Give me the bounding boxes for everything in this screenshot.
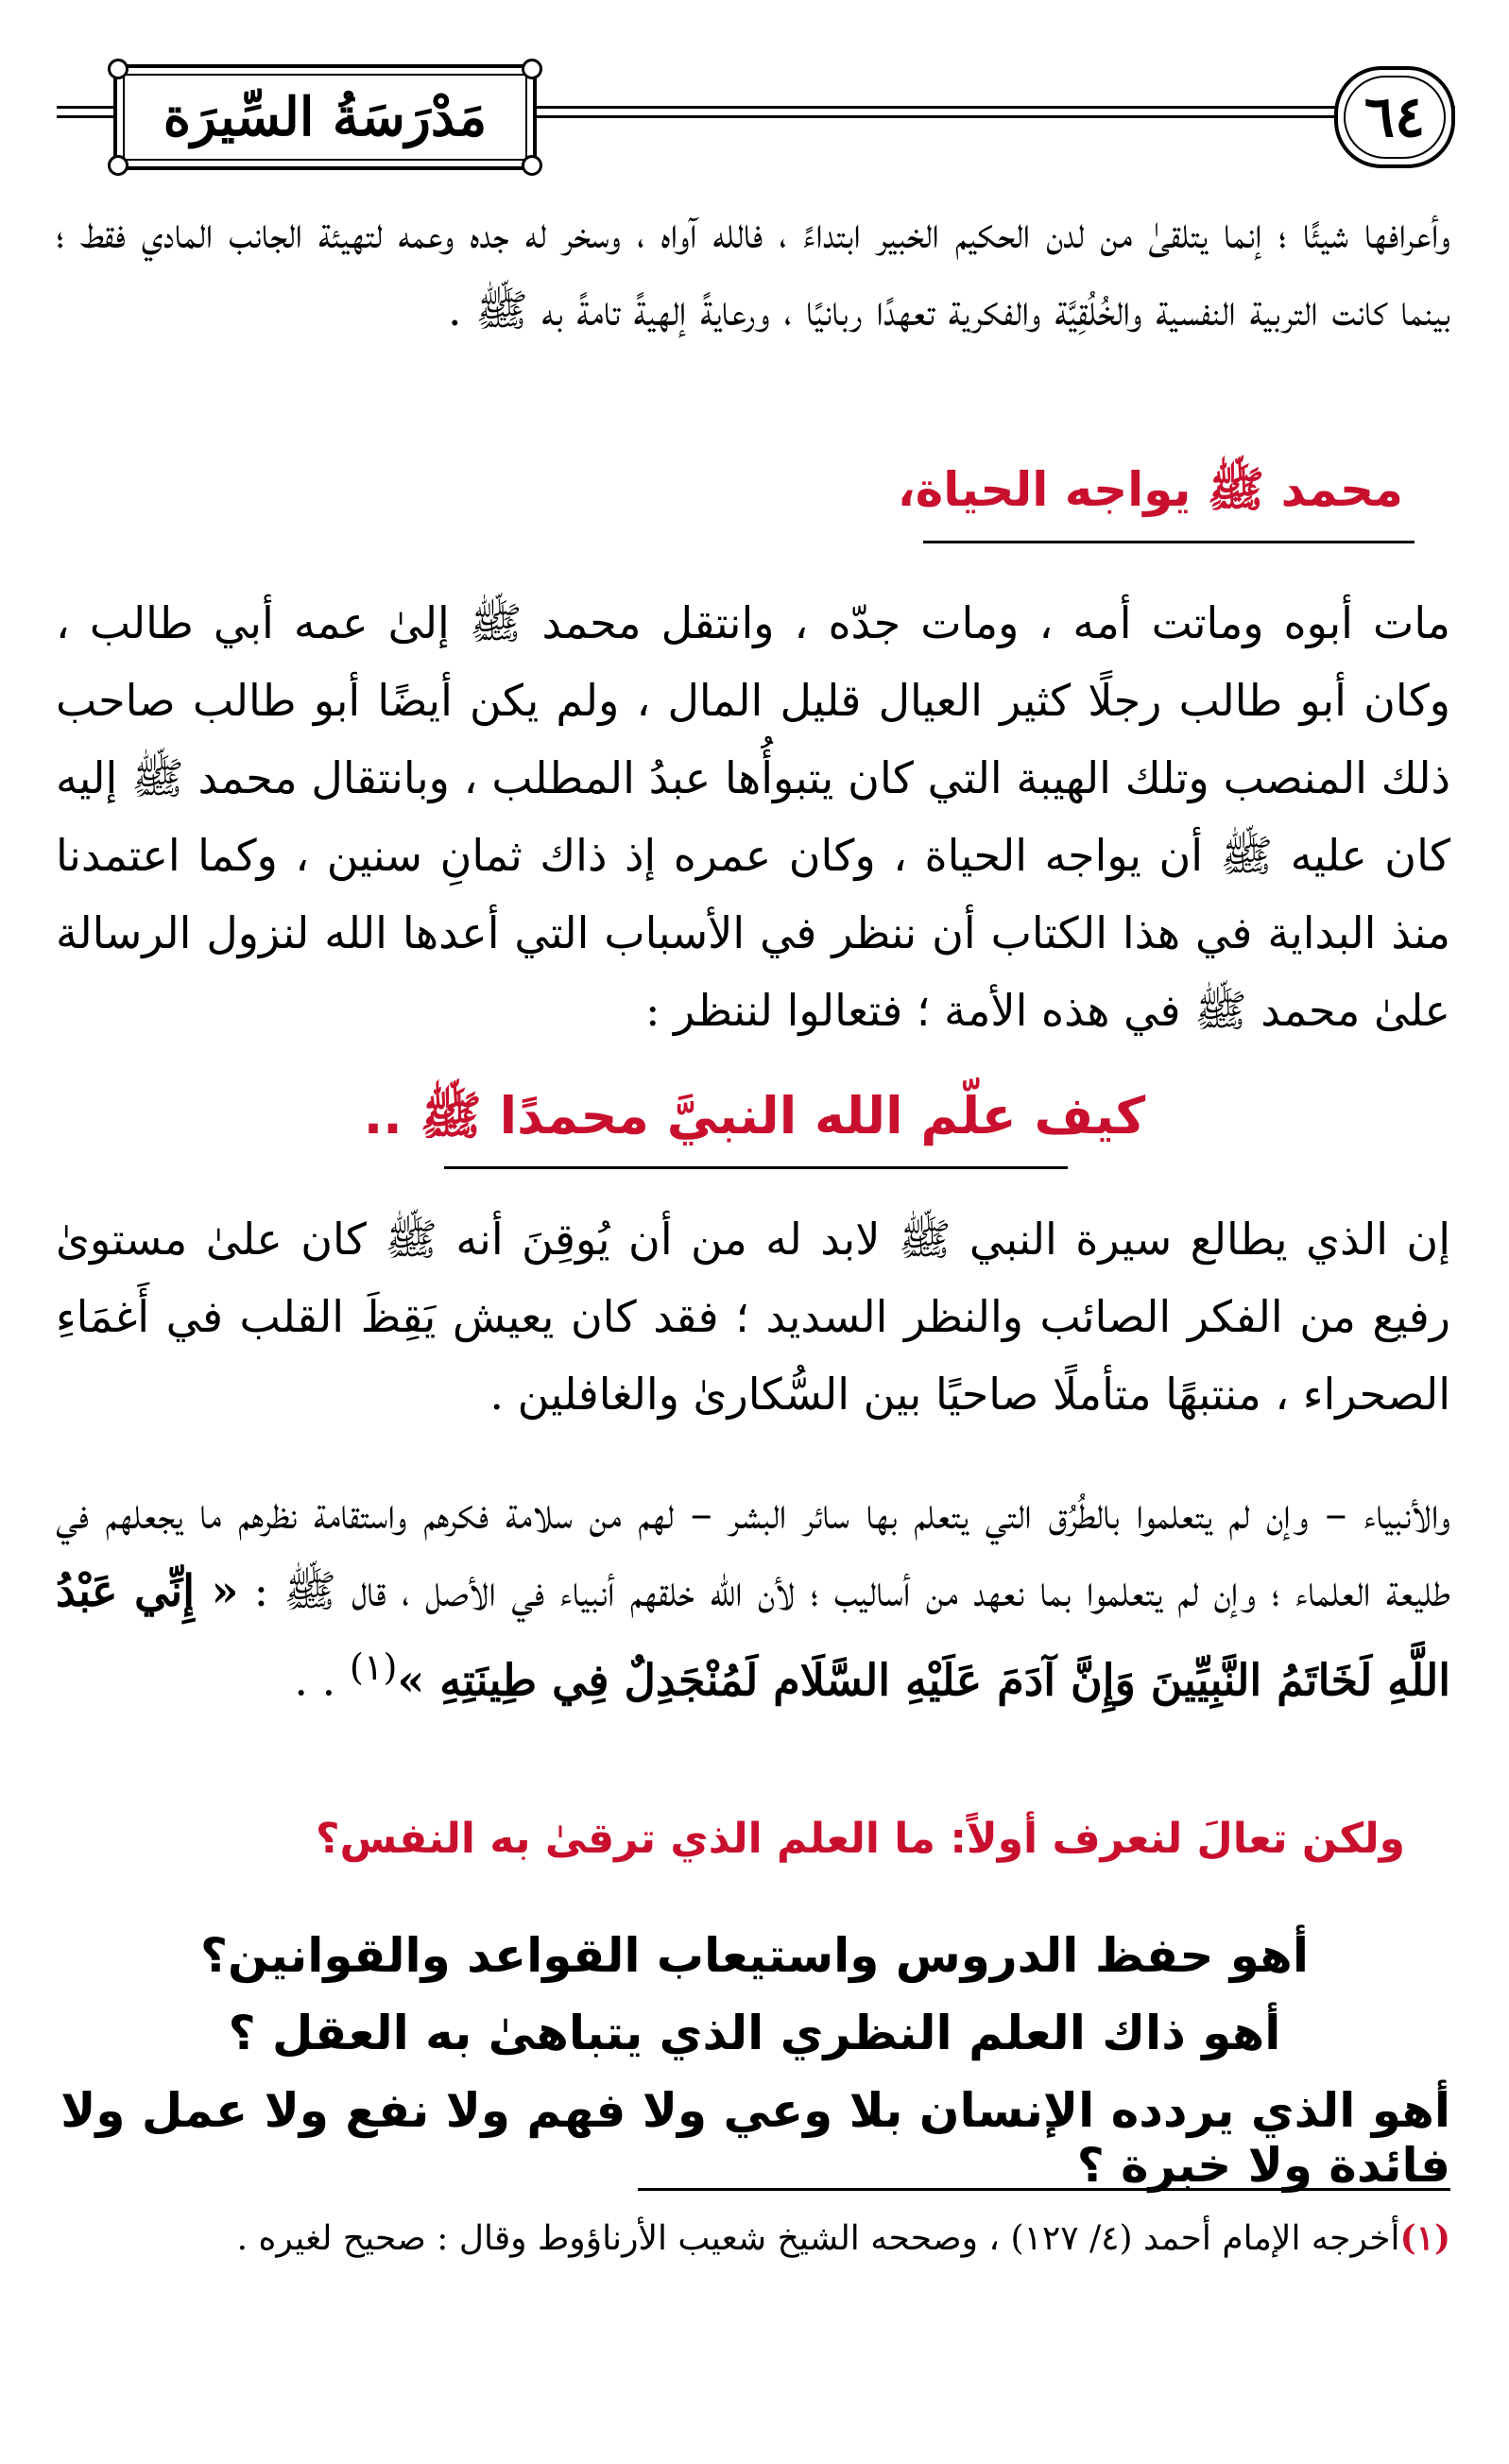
footnote-separator <box>638 2188 1450 2191</box>
paragraph-3: إن الذي يطالع سيرة النبي ﷺ لابد له من أن يُوقِنَ أنه ﷺ كان علىٰ مستوىٰ رفيع من الفكر الصائب والنظر السديد ؛ فقد كان يعيش يَقِظَ القلب في أَغمَاءِ الصحراء ، منتبهًا متأملًا صاحيًا بين السُّكارىٰ والغافلين . <box>56 1214 1450 1420</box>
ornament-icon <box>108 59 129 79</box>
paragraph-4 <box>56 1474 1450 1718</box>
ornament-icon <box>522 59 542 79</box>
footnote-ref[interactable]: (١) <box>349 1646 398 1689</box>
page-number: ٦٤ <box>1363 84 1426 150</box>
question-line-3: أهو الذي يردده الإنسان بلا وعي ولا فهم ولا نفع ولا عمل ولا فائدة ولا خبرة ؟ <box>60 2083 1450 2193</box>
section-heading-2: كيف علّم الله النبيَّ محمدًا ﷺ .. <box>363 1086 1146 1146</box>
ornament-icon <box>522 155 542 176</box>
footnote <box>56 2212 1450 2266</box>
page-number-frame <box>1334 66 1455 168</box>
section-heading-1: محمد ﷺ يواجه الحياة، <box>897 462 1403 517</box>
question-heading: ولكن تعالَ لنعرف أولاً: ما العلم الذي ترقىٰ به النفس؟ <box>316 1815 1405 1863</box>
paragraph-4-end: . . <box>294 1654 350 1706</box>
heading-1-underline <box>923 541 1415 543</box>
paragraph-2: مات أبوه وماتت أمه ، ومات جدّه ، وانتقل محمد ﷺ إلىٰ عمه أبي طالب ، وكان أبو طالب رجلًا كثير العيال قليل المال ، ولم يكن أيضًا أبو طالب صاحب ذلك المنصب وتلك الهيبة التي كان يتبوأُها عبدُ المطلب ، وبانتقال محمد ﷺ إليه كان عليه ﷺ أن يواجه الحياة ، وكان عمره إذ ذاك ثمانِ سنين ، وكما اعتمدنا منذ البداية في هذا الكتاب أن ننظر في الأسباب التي أعدها الله لنزول الرسالة علىٰ محمد ﷺ في هذه الأمة ؛ فتعالوا لننظر : <box>56 597 1450 1036</box>
question-line-2: أهو ذاك العلم النظري الذي يتباهىٰ به العقل ؟ <box>228 2006 1281 2060</box>
question-line-1: أهو حفظ الدروس واستيعاب القواعد والقوانين؟ <box>200 1928 1309 1983</box>
book-title-frame <box>113 64 537 170</box>
footnote-number: (١) <box>1399 2218 1450 2258</box>
hadith-quote: « إِنِّي عَبْدُ اللَّهِ لَخَاتَمُ النَّبِيِّينَ وَإِنَّ آدَمَ عَلَيْهِ السَّلَام لَمُنْجَدِلٌ فِي طِينَتِهِ » <box>56 1565 1450 1706</box>
paragraph-4-intro: والأنبياء – وإن لم يتعلموا بالطُرُق التي يتعلم بها سائر البشر – لهم من سلامة فكرهم واستقامة نظرهم ما يجعلهم في طليعة العلماء ؛ وإن لم يتعلموا بما نعهد من أساليب ؛ لأن الله خلقهم أنبياء في الأصل ، قال ﷺ : <box>56 1488 1451 1616</box>
paragraph-1: وأعرافها شيئًا ؛ إنما يتلقىٰ من لدن الحكيم الخبير ابتداءً ، فالله آواه ، وسخر له جده وعمه لتهيئة الجانب المادي فقط ؛ بينما كانت التربية النفسية والخُلُقِيَّة والفكرية تعهدًا ربانيًا ، ورعايةً إلهيةً تامةً به ﷺ . <box>56 207 1450 336</box>
footnote-text: أخرجه الإمام أحمد (٤/ ١٢٧) ، وصححه الشيخ شعيب الأرناؤوط وقال : صحيح لغيره . <box>236 2219 1400 2258</box>
ornament-icon <box>108 155 129 176</box>
book-title: مَدْرَسَةُ السِّيرَة <box>163 86 488 148</box>
page-header <box>57 57 1455 170</box>
heading-2-underline <box>444 1166 1068 1169</box>
